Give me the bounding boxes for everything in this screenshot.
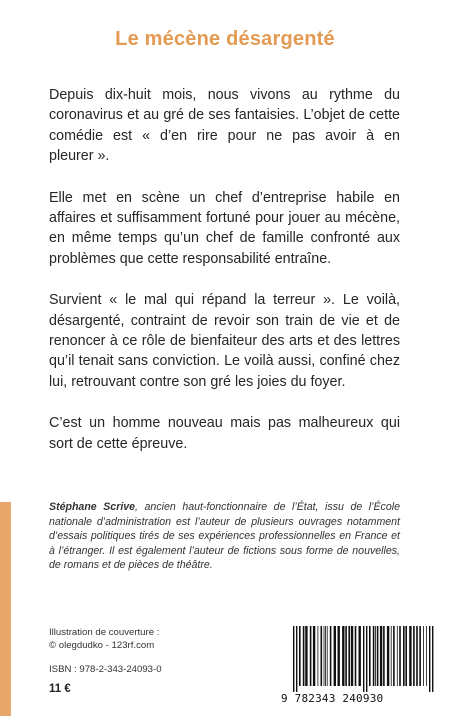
barcode-bar: [342, 626, 344, 686]
barcode-bar: [429, 626, 430, 692]
accent-bar: [0, 502, 11, 716]
barcode-bar: [413, 626, 415, 686]
barcode-bar: [426, 626, 427, 686]
barcode-bar: [299, 626, 301, 686]
author-name: Stéphane Scrive: [49, 501, 136, 513]
barcode-bar: [419, 626, 421, 686]
barcode-bar: [355, 626, 357, 686]
barcode-bar: [409, 626, 411, 686]
barcode-bar: [366, 626, 367, 692]
barcode-bar: [348, 626, 350, 686]
barcode-bar: [387, 626, 389, 686]
isbn: ISBN : 978-2-343-24093-0: [49, 664, 162, 675]
barcode-bar: [313, 626, 315, 686]
back-cover-blurb: [49, 85, 400, 475]
author-bio: [49, 500, 400, 573]
blurb-paragraph-3: Survient « le mal qui répand la terreur ». Le voilà, désargenté, contraint de revoir son train de vie et de renoncer à ce rôle de bienfaiteur des arts et des lettres qu’il tenait sans conviction. Le voilà aussi, confiné chez lui, retrouvant contre son gré les joies du foyer.: [49, 292, 400, 390]
barcode-bar: [338, 626, 340, 686]
barcode-bar: [393, 626, 395, 686]
barcode-bar: [423, 626, 424, 686]
barcode-bar: [303, 626, 305, 686]
blurb-paragraph-1: Depuis dix-huit mois, nous vivons au rythme du coronavirus et au gré de ses fantaisies. L’objet de cette comédie est « d’en rire pour ne pas avoir à en pleurer ».: [49, 87, 400, 165]
barcode-bar: [351, 626, 353, 686]
barcode-bar: [399, 626, 401, 686]
book-title: Le mécène désargenté: [115, 28, 335, 50]
price: 11 €: [49, 683, 71, 695]
author-bio-text: , ancien haut-fonctionnaire de l’État, issu de l’École nationale d’administration est l’auteur de plusieurs ouvrages notamment d’essais politiques tirés de ses expériences professionnelles en France et à l’étranger. Il est également l’auteur de fictions sous forme de nouvelles, de romans et de pièces de théâtre.: [49, 501, 400, 572]
barcode-bar: [324, 626, 325, 686]
blurb-paragraph-2: Elle met en scène un chef d’entreprise habile en affaires et suffisamment fortuné pour jouer au mécène, en même temps qu’un chef de famille confronté aux problèmes que cette responsabilité entraîne.: [49, 189, 400, 267]
barcode-bar: [330, 626, 332, 686]
barcode-digits: 9 782343 240930: [281, 692, 384, 705]
barcode: [281, 626, 439, 708]
barcode-bar: [405, 626, 407, 686]
credits-line-2: © olegdudko - 123rf.com: [49, 640, 155, 652]
barcode-bar: [359, 626, 361, 686]
cover-credits: [49, 626, 159, 652]
barcode-bar: [380, 626, 382, 686]
blurb-paragraph-4: C’est un homme nouveau mais pas malheureux qui sort de cette épreuve.: [49, 415, 400, 452]
barcode-bar: [397, 626, 398, 686]
barcode-bar: [363, 626, 364, 692]
barcode-bar: [296, 626, 297, 692]
barcode-bar: [375, 626, 376, 686]
barcode-bar: [416, 626, 418, 686]
credits-line-1: Illustration de couverture :: [49, 627, 160, 638]
barcode-bar: [403, 626, 405, 686]
barcode-bar: [369, 626, 371, 686]
barcode-bar: [377, 626, 379, 686]
barcode-bar: [325, 626, 326, 686]
barcode-bar: [305, 626, 307, 686]
barcode-bar: [345, 626, 347, 686]
barcode-bar: [321, 626, 323, 686]
barcode-bar: [318, 626, 319, 686]
barcode-bar: [310, 626, 312, 686]
barcode-bar: [373, 626, 375, 686]
barcode-bar: [432, 626, 433, 692]
barcode-bar: [293, 626, 294, 692]
barcode-bar: [391, 626, 392, 686]
barcode-bar: [327, 626, 328, 686]
barcode-bar: [383, 626, 385, 686]
barcode-bars: [281, 626, 439, 692]
barcode-bar: [334, 626, 336, 686]
